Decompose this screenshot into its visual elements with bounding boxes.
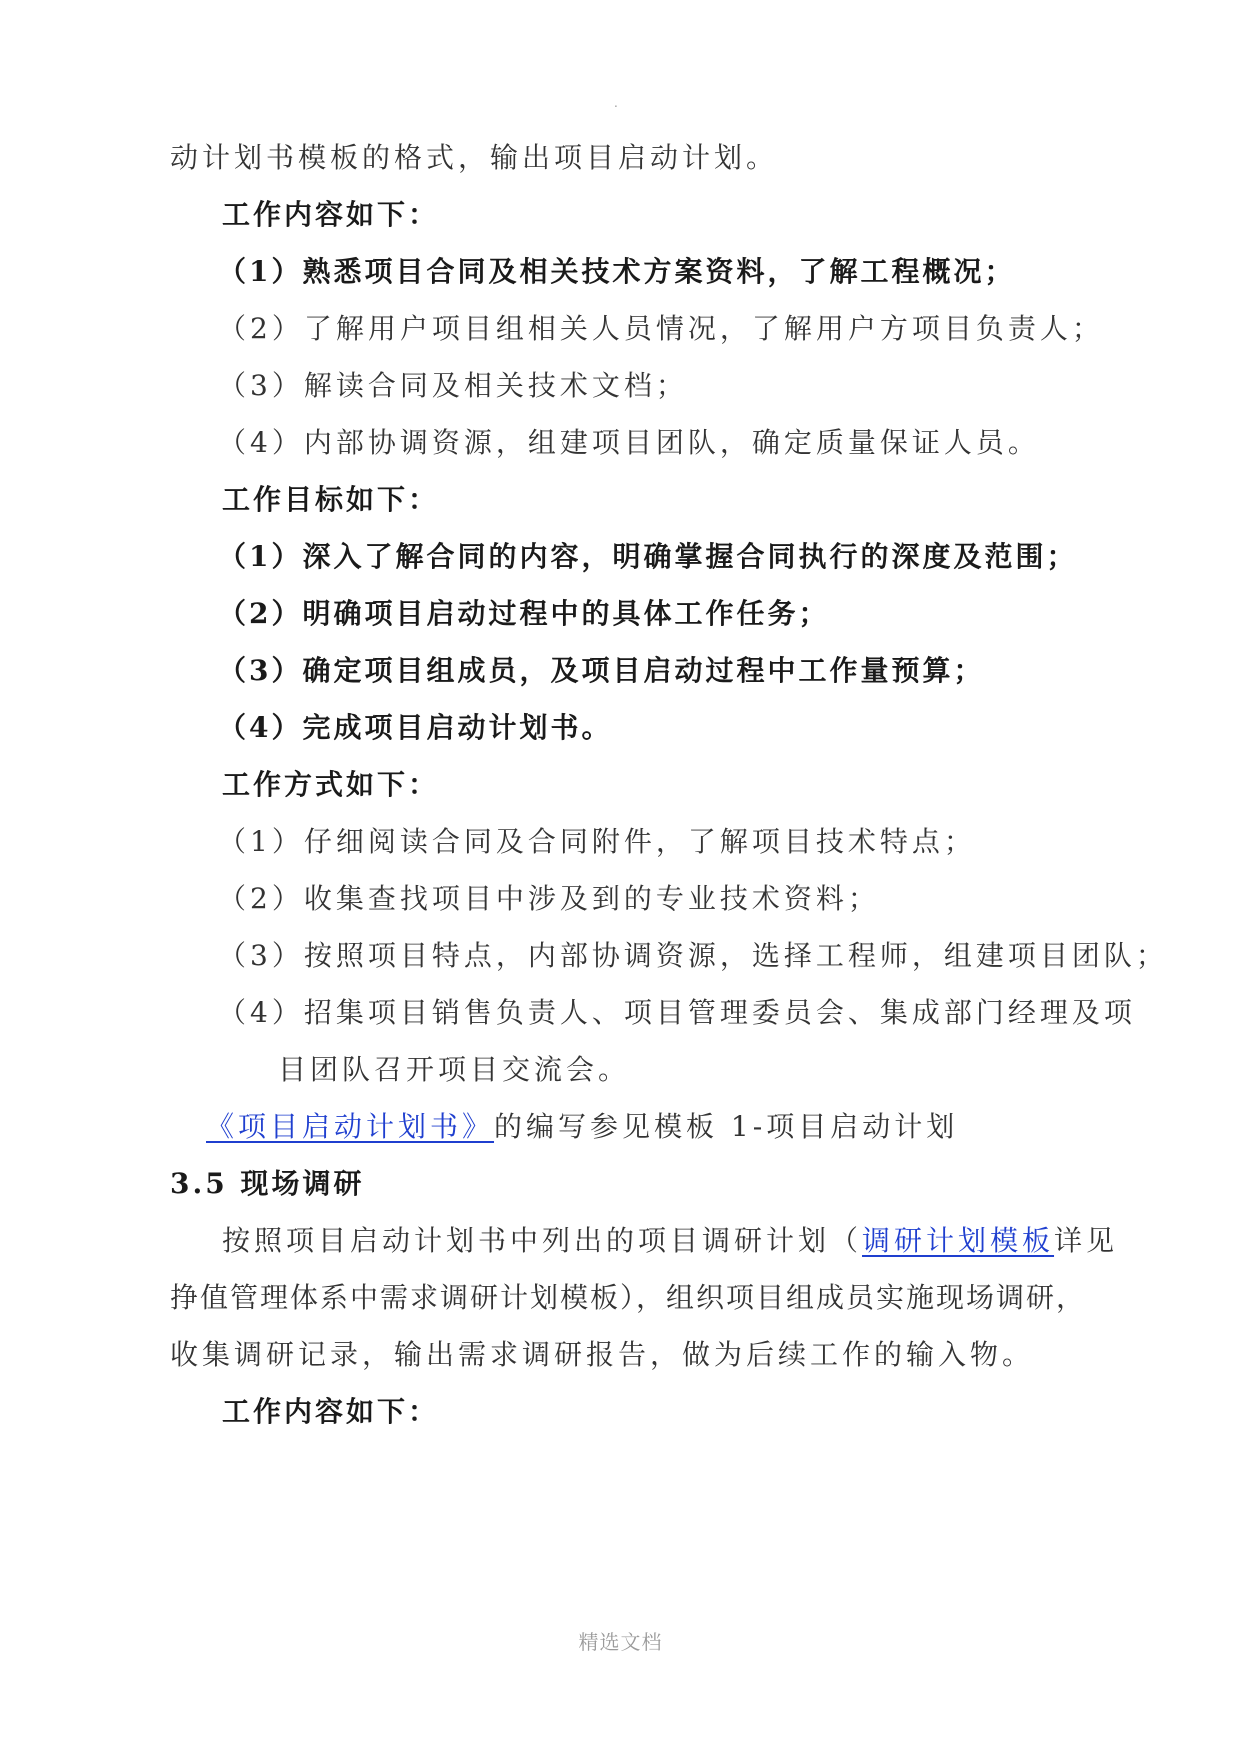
- heading-work-content: 工作内容如下：: [222, 198, 440, 231]
- paragraph-line: 动计划书模板的格式，输出项目启动计划。: [170, 141, 779, 174]
- section-heading: 3.5 现场调研: [170, 1167, 365, 1200]
- list-item: （4）完成项目启动计划书。: [218, 711, 613, 744]
- template-reference-line: [206, 1107, 958, 1147]
- list-item: （3）按照项目特点，内部协调资源，选择工程师，组建项目团队；: [218, 939, 1168, 972]
- project-plan-link[interactable]: 《项目启动计划书》: [206, 1110, 495, 1143]
- paragraph-line: 收集调研记录，输出需求调研报告，做为后续工作的输入物。: [170, 1338, 1035, 1371]
- heading-work-method: 工作方式如下：: [222, 768, 440, 801]
- list-item: （1）深入了解合同的内容，明确掌握合同执行的深度及范围；: [218, 540, 1078, 573]
- template-reference-text: 的编写参见模板 1-项目启动计划: [494, 1110, 959, 1143]
- paragraph-line: 挣值管理体系中需求调研计划模板），组织项目组成员实施现场调研，: [170, 1281, 1087, 1314]
- paragraph-text: 按照项目启动计划书中列出的项目调研计划（: [222, 1224, 863, 1257]
- paragraph-text: 详见: [1054, 1224, 1119, 1257]
- list-item: （2）了解用户项目组相关人员情况，了解用户方项目负责人；: [218, 312, 1104, 345]
- list-item: （1）熟悉项目合同及相关技术方案资料，了解工程概况；: [218, 255, 1016, 288]
- page-footer: 精选文档: [578, 1630, 663, 1654]
- list-item: （1）仔细阅读合同及合同附件，了解项目技术特点；: [218, 825, 976, 858]
- list-item: （3）解读合同及相关技术文档；: [218, 369, 688, 402]
- survey-plan-template-link[interactable]: 调研计划模板: [862, 1224, 1055, 1257]
- list-item: （4）招集项目销售负责人、项目管理委员会、集成部门经理及项: [218, 996, 1136, 1029]
- list-item: （2）明确项目启动过程中的具体工作任务；: [218, 597, 830, 630]
- paragraph-line: [222, 1221, 1118, 1261]
- list-item: （2）收集查找项目中涉及到的专业技术资料；: [218, 882, 880, 915]
- list-item-continuation: 目团队召开项目交流会。: [278, 1053, 631, 1086]
- list-item: （3）确定项目组成员，及项目启动过程中工作量预算；: [218, 654, 985, 687]
- header-mark: .: [614, 96, 618, 110]
- heading-work-goals: 工作目标如下：: [222, 483, 440, 516]
- heading-work-content: 工作内容如下：: [222, 1395, 440, 1428]
- list-item: （4）内部协调资源，组建项目团队，确定质量保证人员。: [218, 426, 1040, 459]
